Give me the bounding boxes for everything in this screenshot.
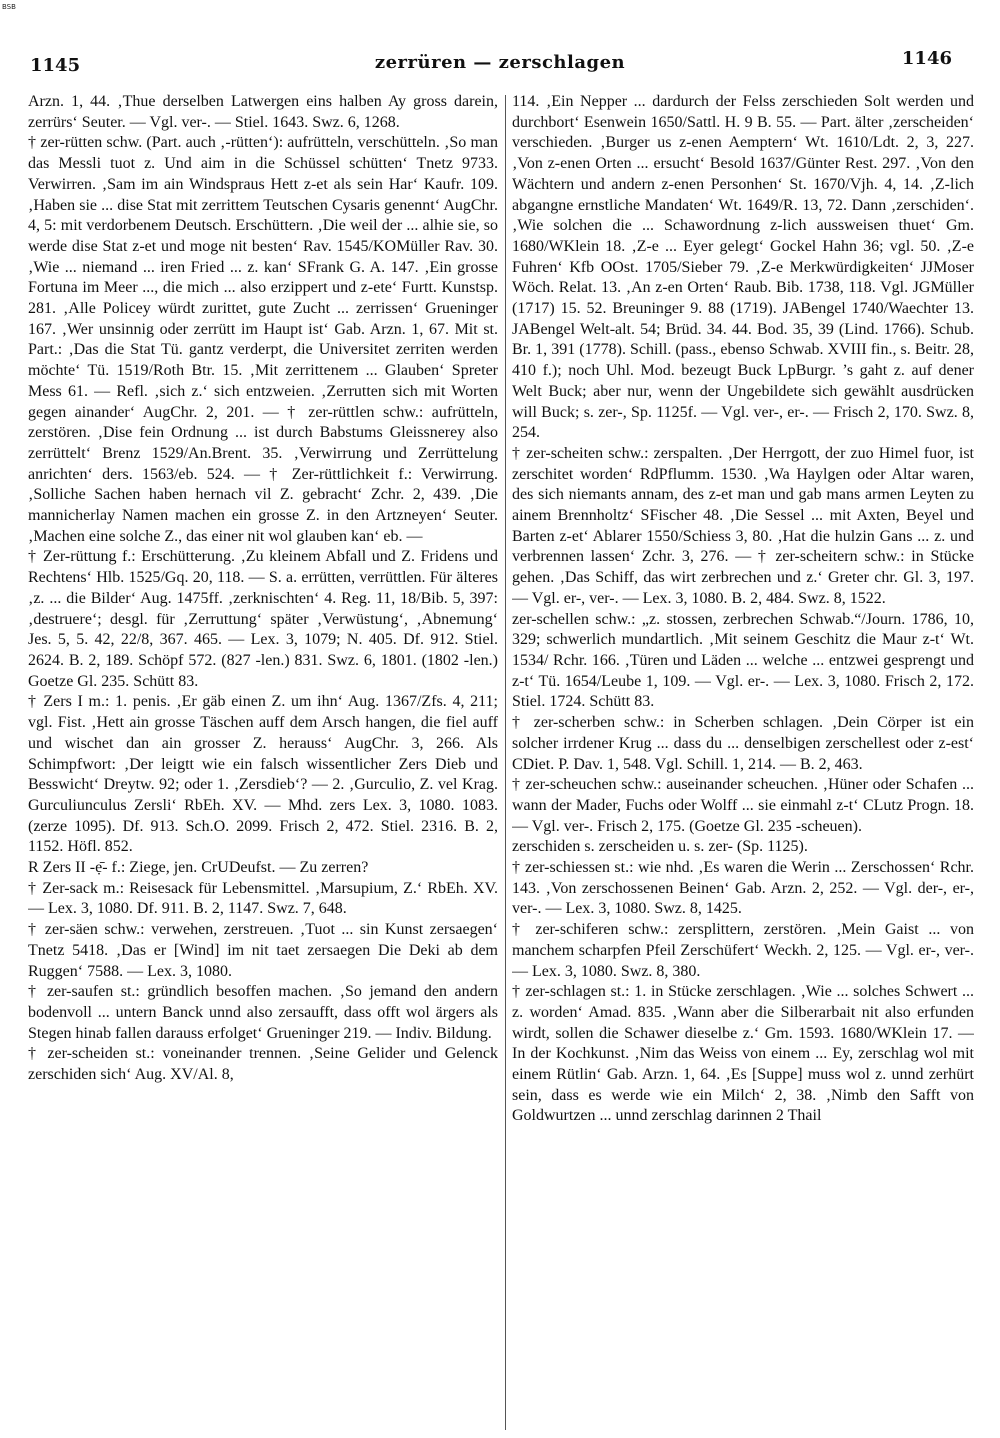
- entry-paragraph: Arzn. 1, 44. ‚Thue derselben Latwergen eins halben Ay gross darein, zerrürs‘ Seuter. — Vgl. ver-. — Stiel. 1643. Swz. 6, 1268.: [28, 93, 498, 131]
- entry-paragraph: † zer-schiessen st.: wie nhd. ‚Es waren die Werin ... Zerschossen‘ Rchr. 143. ‚Von zerschossenen Beinen‘ Gab. Arzn. 2, 252. — Vgl. der-, er-, ver-. — Lex. 3, 1080. Swz. 8, 1425.: [512, 859, 974, 918]
- entry-paragraph: † zer-scherben schw.: in Scherben schlagen. ‚Dein Cörper ist ein solcher irrdener Krug ... dass du ... denselbigen zerschellest oder z-est‘ CDiet. P. Dav. 1, 548. Vgl. Schill. 1, 214. — B. 2, 463.: [512, 714, 974, 773]
- entry-paragraph: zerschiden s. zerscheiden u. s. zer- (Sp. 1125).: [512, 838, 808, 856]
- entry-paragraph: † zer-schiferen schw.: zersplittern, zerstören. ‚Mein Gaist ... von manchem scharpfen Pfeil Zerschüfert‘ Weckh. 2, 125. — Vgl. er-, ver-. — Lex. 3, 1080. Swz. 8, 380.: [512, 921, 974, 980]
- entry-paragraph: † zer-schlagen st.: 1. in Stücke zerschlagen. ‚Wie ... solches Schwert ... z. worden‘ Amad. 835. ‚Wann aber die Silberarbait nit also erfunden wirdt, sollen die Schawer dieselbe z.‘ Gm. 1593. 1680/WKlein 17. — In der Kochkunst. ‚Nim das Weiss von einem ... Ey, zerschlag wol mit einem Rütlin‘ Gab. Arzn. 1, 64. ‚Es [Suppe] muss wol z. unnd zerhürt sein, dass es werde wie ein Milch‘ 2, 38. ‚Nimb den Safft von Goldwurtzen ... unnd zerschlag darinnen 2 Thail: [512, 983, 974, 1125]
- entry-paragraph: † Zer-rüttung f.: Erschütterung. ‚Zu kleinem Abfall und Z. Fridens und Rechtens‘ Hlb. 1525/Gq. 20, 118. — S. a. errütten, verrüttlen. Für älteres ‚z. ... die Bilder‘ Aug. 1475ff. ‚zerknischten‘ 4. Reg. 11, 18/Bib. 5, 397: ‚destruere‘; desgl. für ‚Zerruttung‘ später ‚Verwüstung‘, ‚Abnemung‘ Jes. 5, 5. 42, 22/8, 367. 465. — Lex. 3, 1079; N. 405. Df. 912. Stiel. 2624. B. 2, 189. Schöpf 572. (827 -len.) 831. Swz. 6, 1801. (1802 -len.) Goetze Gl. 235. Schütt 83.: [28, 548, 498, 690]
- running-title: zerrüren — zerschlagen: [374, 52, 626, 73]
- right-page-number: 1146: [901, 48, 952, 69]
- entry-paragraph: † zer-scheiten schw.: zerspalten. ‚Der Herrgott, der zuo Himel fuor, ist zerschitet worden‘ RdPflumm. 1530. ‚Wa Haylgen oder Altar waren, des sich niemants annam, des z-et man und gab mans armen Leyten zu ainem Brennholtz‘ SFischer 48. ‚Die Sessel ... mit Axten, Beyel und Barten z-et‘ Ablarer 1550/Schiess 3, 80. ‚Hat die hulzin Gans ... z. und verbrennen lassen‘ Zchr. 3, 276. — † zer-scheitern schw.: in Stücke gehen. ‚Das Schiff, das wirt zerbrechen und z.‘ Greter chr. Gl. 3, 197. — Vgl. er-, ver-. — Lex. 3, 1080. B. 2, 484. Swz. 8, 1522.: [512, 444, 974, 607]
- entry-paragraph: † zer-rütten schw. (Part. auch ‚-rütten‘): aufrütteln, verschütteln. ‚So man das Messli tuot z. Und aim in die Schüssel schütten‘ Tnetz 9733. Verwirren. ‚Sam im ain Windspraus Hett z-et als sein Har‘ Kaufr. 109. ‚Haben sie ... dise Stat mit zerrittem Teutschen Cysaris genennt‘ AugChr. 4, 5: mit verdorbenem Deutsch. Erschüttern. ‚Die weil der ... alhie sie, so werde dise Stat z-et und moge nit besten‘ Rav. 1545/KOMüller Rav. 30. ‚Wie ... niemand ... iren Fried ... z. kan‘ SFrank G. A. 147. ‚Ein grosse Fortuna im Meer ..., die mich ... also erzippert und z-ete‘ Furtt. Kunstsp. 281. ‚Alle Policey würdt zurittet, gute Zucht ... zerrissen‘ Grueninger 167. ‚Wer unsinnig oder zerrütt im Haupt ist‘ Gab. Arzn. 1, 67. Mit st. Part.: ‚Das die Stat Tü. gantz verderpt, die Universitet zerriten werden möchte‘ Tü. 1519/Roth Btr. 15. ‚Mit zerrittenem ... Glauben‘ Spreter Mess 61. — Refl. ‚sich z.‘ sich entzweien. ‚Zerrutten sich mit Worten gegen ainander‘ AugChr. 2, 201. — † zer-rüttlen schw.: aufrütteln, zerstören. ‚Dise fein Ordnung ... ist durch Babstums Gleissnerey also zerrüttelt‘ Brenz 1529/An.Brent. 35. ‚Verwirrung und Zerrüttelung anrichten‘ ders. 1563/eb. 524. — † Zer-rüttlichkeit f.: Verwirrung. ‚Solliche Sachen haben hernach vil Z. gebracht‘ Zchr. 2, 439. ‚Die mannicherlay Namen machen ein grosse Z. in den Artzneyen‘ Seuter. ‚Machen eine solche Z., das einer nit wol glauben kan‘ eb. —: [28, 134, 498, 545]
- entry-paragraph: † zer-scheuchen schw.: auseinander scheuchen. ‚Hüner oder Schafen ... wann der Mader, Fuchs oder Wolff ... sie einmahl z-t‘ CLutz Progn. 18. — Vgl. ver-. Frisch 2, 175. (Goetze Gl. 235 -scheuen).: [512, 776, 974, 835]
- entry-paragraph: † Zer-sack m.: Reisesack für Lebensmittel. ‚Marsupium, Z.‘ RbEh. XV. — Lex. 3, 1080. Df. 911. B. 2, 1147. Swz. 7, 648.: [28, 879, 498, 918]
- column-divider: [505, 95, 506, 1430]
- right-column: [512, 92, 974, 1432]
- left-page-number: 1145: [30, 55, 81, 76]
- left-column: [28, 92, 498, 1432]
- entry-paragraph: zer-schellen schw.: „z. stossen, zerbrechen Schwab.“/Journ. 1786, 10, 329; schwerlich mundartlich. ‚Mit seinem Geschitz die Maur z-t‘ Wt. 1534/ Rchr. 166. ‚Türen und Läden ... welche ... entzwei gesprengt und z-t‘ Tü. 1654/Leube 1, 109. — Vgl. er-. — Lex. 3, 1080. Frisch 2, 172. Stiel. 1724. Schütt 83.: [512, 610, 974, 711]
- entry-paragraph: R Zers II -ẹ̄- f.: Ziege, jen. CrUDeufst. — Zu zerren?: [28, 859, 369, 877]
- library-stamp: BSB: [2, 3, 16, 11]
- entry-paragraph: † zer-scheiden st.: voneinander trennen. ‚Seine Gelider und Gelenck zerschiden sich‘ Aug. XV/Al. 8,: [28, 1045, 498, 1084]
- entry-paragraph: 114. ‚Ein Nepper ... dardurch der Felss zerschieden Solt werden und durchbort‘ Esenwein 1650/Sattl. H. 9 B. 55. — Part. älter ‚zerscheiden‘ verschieden. ‚Burger us z-enen Aemptern‘ Wt. 1610/Ldt. 2, 3, 227. ‚Von z-enen Orten ... ersucht‘ Besold 1637/Günter Rest. 297. ‚Von den Wächtern und andern z-enen Personhen‘ St. 1670/Vjh. 4, 14. ‚Z-lich abgangne ernstliche Mandaten‘ Wt. 1649/R. 13, 72. Dann ‚zerschiden‘. ‚Wie solchen die ... Schawordnung z-lich aussweisen thuet‘ Gm. 1680/WKlein 18. ‚Z-e ... Eyer gelegt‘ Gockel Hahn 36; vgl. 50. ‚Z-e Fuhren‘ Kfb OOst. 1705/Sieber 79. ‚Z-e Merkwürdigkeiten‘ JJMoser Wöch. Relat. 13. ‚An z-en Orten‘ Raub. Bib. 1738, 118. Vgl. JGMüller (1717) 15. 52. Breuninger 9. 88 (1719). JABengel 1740/Waechter 13. JABengel Welt-alt. 54; Brüd. 34. 44. Bod. 35, 39 (Lind. 1766). Schub. Br. 1, 391 (1778). Schill. (pass., ebenso Schwab. XVIII fin., s. Beitr. 28, 410 f.); noch Uhl. Mod. bezeugt Buck LpBurgr. ’s gaht z. auf dener Welt Buck; aber nur, wenn der Ungebildete sich gewählt ausdrücken will Buck; s. zer-, Sp. 1125f. — Vgl. ver-, er-. — Frisch 2, 170. Swz. 8, 254.: [512, 93, 974, 442]
- entry-paragraph: † zer-saufen st.: gründlich besoffen machen. ‚So jemand den andern bodenvoll ... untern Banck unnd also zersaufft, dass offt wol ärgers als Stegen hinab fallen darauss erfolget‘ Grueninger 219. — Indiv. Bildung.: [28, 983, 498, 1042]
- entry-paragraph: † zer-säen schw.: verwehen, zerstreuen. ‚Tuot ... sin Kunst zersaegen‘ Tnetz 5418. ‚Das er [Wind] im nit taet zersaegen Die Deki ab dem Ruggen‘ 7588. — Lex. 3, 1080.: [28, 921, 498, 980]
- entry-paragraph: † Zers I m.: 1. penis. ‚Er gäb einen Z. um ihn‘ Aug. 1367/Zfs. 4, 211; vgl. Fist. ‚Hett ain grosse Täschen auff dem Arsch hangen, die fiel auff und wischet dan ain grosser Z. herauss‘ AugChr. 3, 266. Als Schimpfwort: ‚Der leigtt wie ein falsch wissentlicher Zers Dieb und Besswicht‘ Dreytw. 92; oder 1. ‚Zersdieb‘? — 2. ‚Gurculio, Z. vel Krag. Gurculiunculus Zersli‘ RbEh. XV. — Mhd. zers Lex. 3, 1080. 1083. (zerze 1095). Df. 913. Sch.O. 2099. Frisch 2, 472. Stiel. 2316. B. 2, 1152. Höfl. 852.: [28, 693, 498, 856]
